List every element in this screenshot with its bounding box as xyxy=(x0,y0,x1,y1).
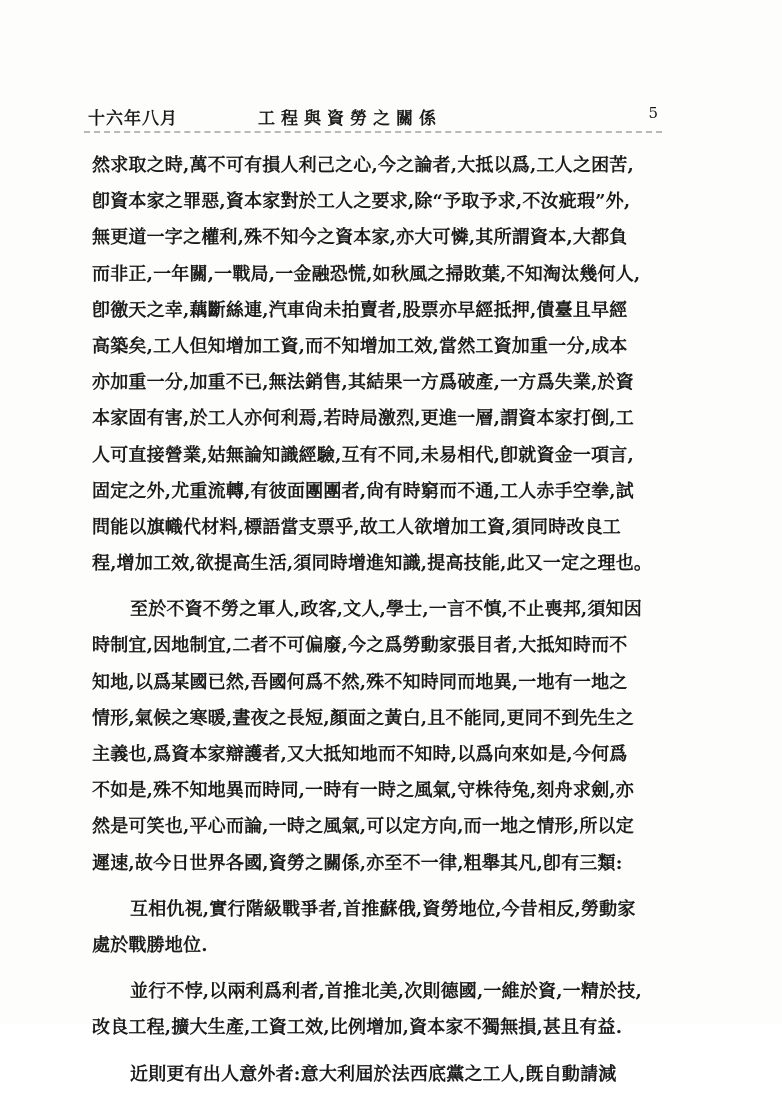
text-line: 互相仇視,實行階級戰爭者,首推蘇俄,資勞地位,今昔相反,勞動家 xyxy=(130,898,636,920)
text-line: 固定之外,尤重流轉,有彼面團團者,尙有時窮而不通,工人赤手空拳,試 xyxy=(92,480,634,502)
text-line: 主義也,爲資本家辯護者,又大抵知地而不知時,以爲向來如是,今何爲 xyxy=(92,744,628,765)
running-header xyxy=(88,104,658,128)
text-line: 問能以旗幟代材料,標語當支票乎,故工人欲增加工資,須同時改良工 xyxy=(92,516,621,538)
text-line: 卽徼天之幸,藕斷絲連,汽車尙未拍賣者,股票亦早經抵押,債臺且早經 xyxy=(92,299,628,321)
header-title: 工程與資勞之關係 xyxy=(258,109,442,129)
text-line: 本家固有害,於工人亦何利焉,若時局激烈,更進一層,謂資本家打倒,工 xyxy=(92,408,634,430)
text-line: 近則更有出人意外者:意大利屆於法西底黨之工人,旣自動請減 xyxy=(130,1063,617,1085)
page-number: 5 xyxy=(648,104,658,122)
text-line: 然是可笑也,平心而論,一時之風氣,可以定方向,而一地之情形,所以定 xyxy=(92,816,634,838)
paragraph-2 xyxy=(92,592,668,882)
paragraph-5 xyxy=(92,1057,668,1093)
text-line: 時制宜,因地制宜,二者不可偏廢,今之爲勞動家張目者,大抵知時而不 xyxy=(92,635,628,657)
text-line: 高築矣,工人但知增加工資,而不知增加工效,當然工資加重一分,成本 xyxy=(92,335,628,357)
text-line: 不如是,殊不知地異而時同,一時有一時之風氣,守株待兔,刻舟求劍,亦 xyxy=(92,780,634,802)
header-rule xyxy=(84,131,662,133)
text-line: 知地,以爲某國已然,吾國何爲不然,殊不知時同而地異,一地有一地之 xyxy=(92,671,628,693)
text-line: 卽資本家之罪惡,資本家對於工人之要求,除“予取予求,不汝疵瑕”外, xyxy=(92,191,631,213)
paragraph-4 xyxy=(92,974,668,1046)
text-line: 情形,氣候之寒暖,晝夜之長短,顏面之黃白,且不能同,更同不到先生之 xyxy=(92,707,634,729)
body-text xyxy=(92,148,668,1093)
text-line: 而非正,一年關,一戰局,一金融恐慌,如秋風之掃敗葉,不知淘汰幾何人, xyxy=(92,263,641,285)
paragraph-3 xyxy=(92,892,668,964)
text-line: 改良工程,擴大生產,工資工效,比例增加,資本家不獨無損,甚且有益. xyxy=(92,1017,623,1039)
text-line: 並行不悖,以兩利爲利者,首推北美,次則德國,一維於資,一精於技, xyxy=(130,981,642,1003)
header-date: 十六年八月 xyxy=(88,109,178,129)
paragraph-1 xyxy=(92,148,668,582)
text-line: 然求取之時,萬不可有損人利己之心,今之論者,大抵以爲,工人之困苦, xyxy=(92,155,634,176)
text-line: 遲速,故今日世界各國,資勞之關係,亦至不一律,粗舉其凡,卽有三類: xyxy=(92,852,623,874)
text-line: 無更道一字之權利,殊不知今之資本家,亦大可憐,其所謂資本,大都負 xyxy=(92,227,628,249)
text-line: 程,增加工效,欲提高生活,須同時增進知識,提高技能,此又一定之理也。 xyxy=(92,553,653,575)
text-line: 處於戰勝地位. xyxy=(92,934,208,956)
text-line: 人可直接營業,姑無論知識經驗,互有不同,未易相代,卽就資金一項言, xyxy=(92,444,634,466)
text-line: 至於不資不勞之軍人,政客,文人,學士,一言不慎,不止喪邦,須知因 xyxy=(130,599,642,621)
text-line: 亦加重一分,加重不已,無法銷售,其結果一方爲破產,一方爲失業,於資 xyxy=(92,372,634,394)
